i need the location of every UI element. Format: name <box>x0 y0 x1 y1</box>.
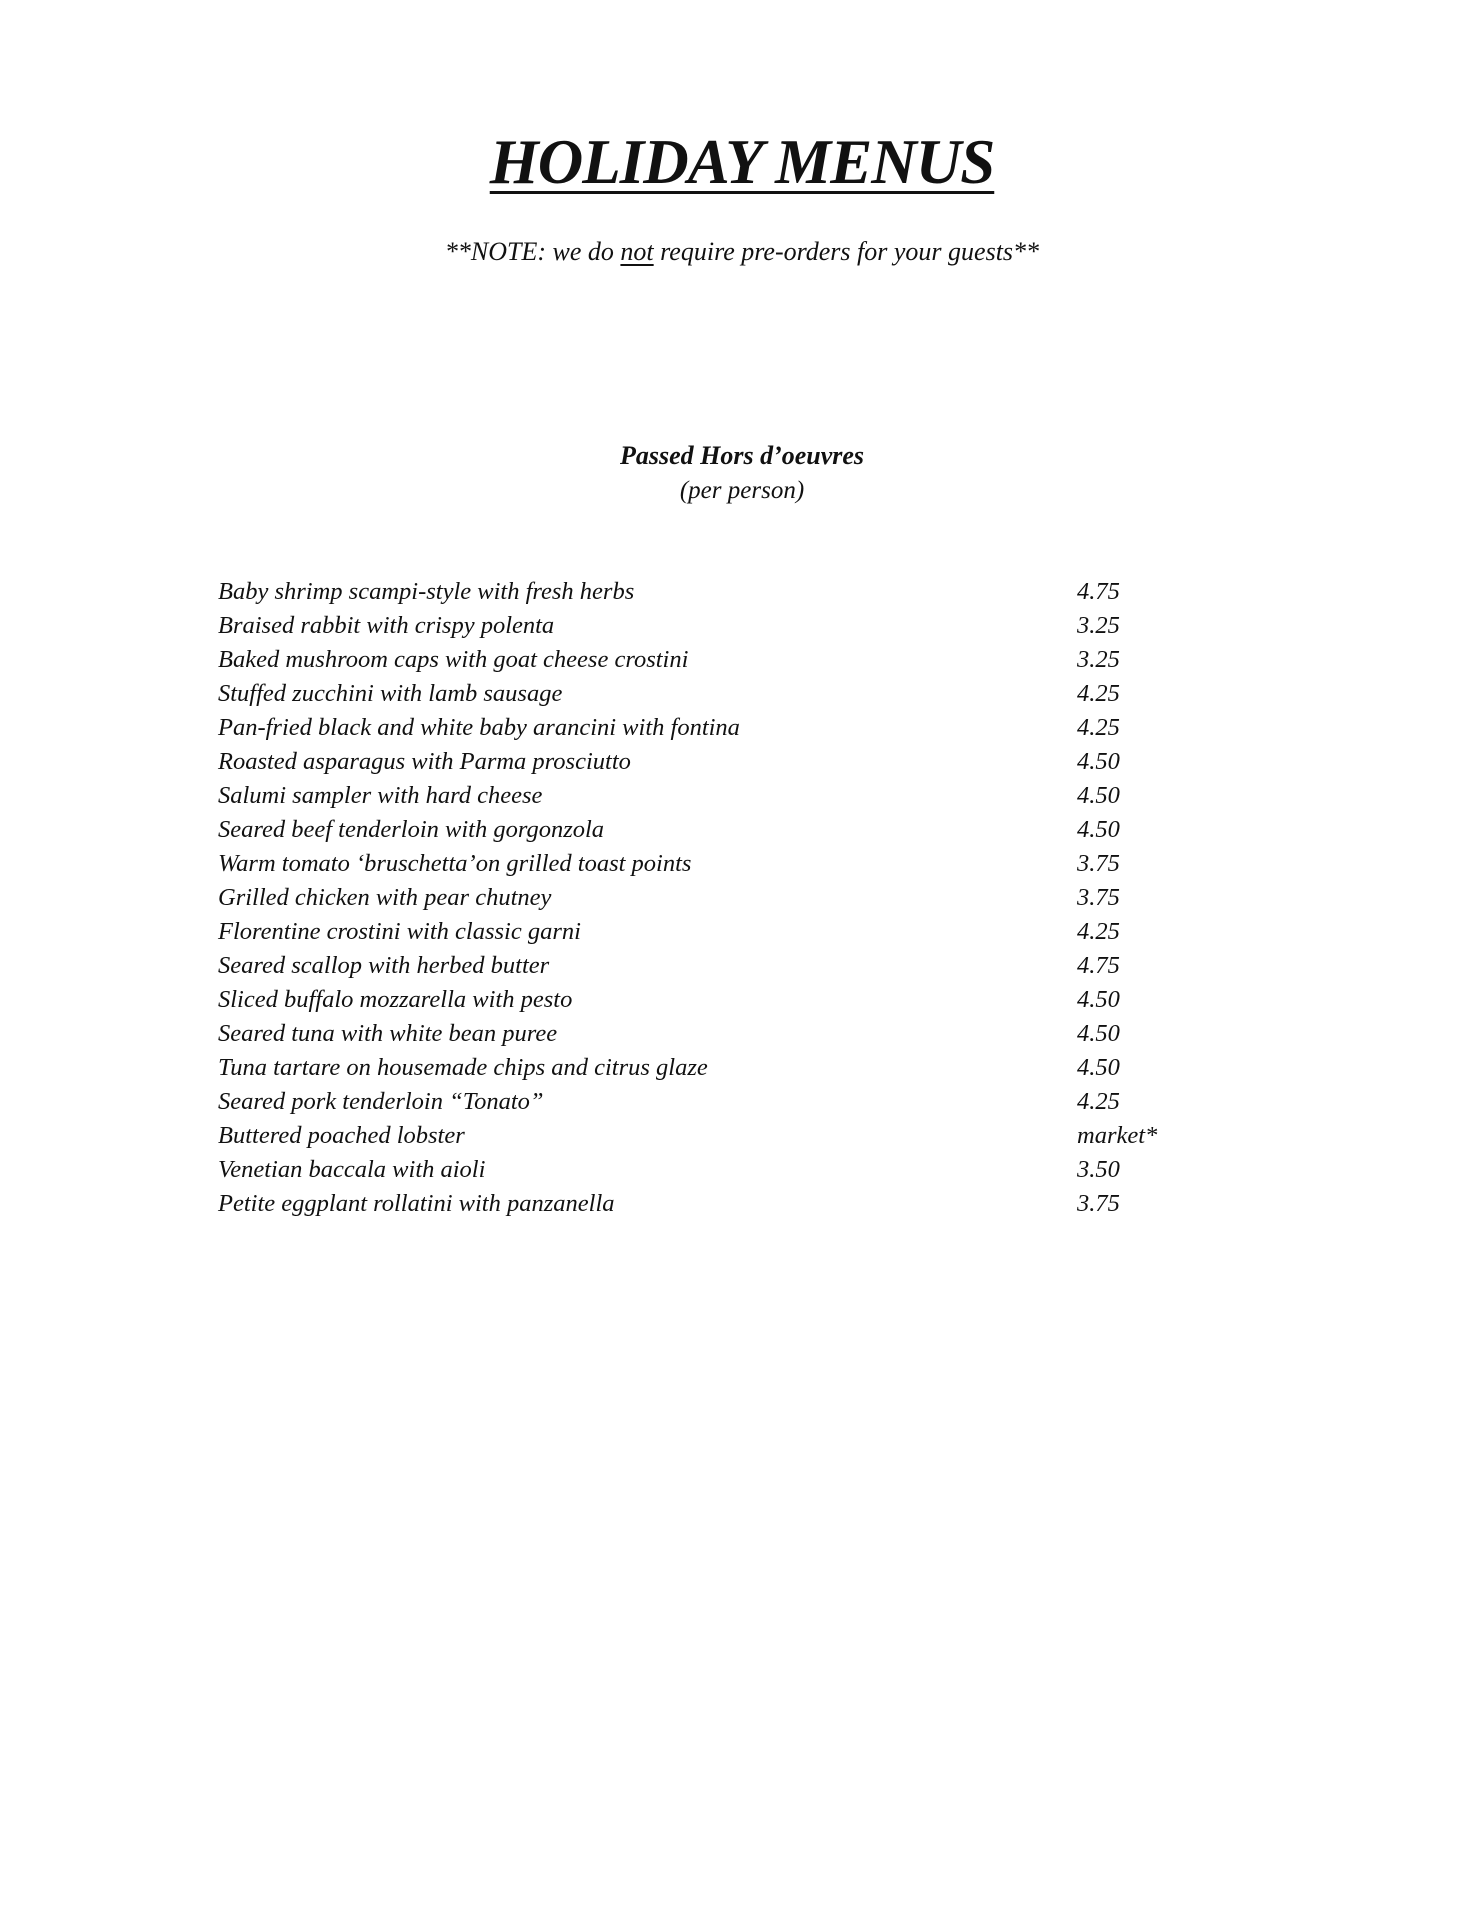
page-title: HOLIDAY MENUS <box>489 127 995 197</box>
menu-item-price: 4.25 <box>1077 918 1120 945</box>
menu-item-name: Grilled chicken with pear chutney <box>218 884 552 911</box>
menu-item-name: Tuna tartare on housemade chips and citrus glaze <box>218 1054 708 1081</box>
menu-item-name: Seared pork tenderloin “Tonato” <box>218 1088 544 1115</box>
menu-item-price: 4.50 <box>1077 782 1120 809</box>
menu-item-name: Seared scallop with herbed butter <box>218 952 550 979</box>
menu-item-price: 3.75 <box>1077 1190 1120 1217</box>
menu-item <box>218 745 1218 779</box>
menu-item-price: 3.25 <box>1077 646 1120 673</box>
menu-item-name: Braised rabbit with crispy polenta <box>218 612 555 639</box>
menu-item-name: Venetian baccala with aioli <box>218 1156 486 1183</box>
menu-item-name: Stuffed zucchini with lamb sausage <box>218 680 563 707</box>
menu-item-name: Baby shrimp scampi-style with fresh herbs <box>218 578 635 605</box>
menu-item-price: 4.25 <box>1077 714 1120 741</box>
menu-item <box>218 949 1218 983</box>
menu-item <box>218 983 1218 1017</box>
menu-item-name: Seared beef tenderloin with gorgonzola <box>218 816 605 843</box>
menu-item-price: 4.50 <box>1077 816 1120 843</box>
menu-item-price: 4.50 <box>1077 1020 1120 1047</box>
menu-item-name: Baked mushroom caps with goat cheese crostini <box>218 646 689 673</box>
note-text-before: **NOTE: we do <box>444 237 621 266</box>
menu-item-price: 4.75 <box>1077 578 1120 605</box>
menu-item <box>218 915 1218 949</box>
menu-item <box>218 711 1218 745</box>
menu-item <box>218 1085 1218 1119</box>
menu-item-name: Warm tomato ‘bruschetta’on grilled toast points <box>218 850 692 877</box>
menu-item-name: Sliced buffalo mozzarella with pesto <box>218 986 573 1013</box>
menu-item-name: Seared tuna with white bean puree <box>218 1020 558 1047</box>
menu-item <box>218 609 1218 643</box>
menu-item <box>218 1051 1218 1085</box>
menu-item <box>218 779 1218 813</box>
menu-item-name: Salumi sampler with hard cheese <box>218 782 543 809</box>
menu-item-name: Petite eggplant rollatini with panzanella <box>218 1190 615 1217</box>
menu-item <box>218 813 1218 847</box>
menu-item-price: 4.50 <box>1077 748 1120 775</box>
menu-item <box>218 643 1218 677</box>
menu-item <box>218 1187 1218 1221</box>
note-emphasis: not <box>620 237 654 266</box>
menu-item-price: 4.50 <box>1077 1054 1120 1081</box>
menu-item <box>218 1017 1218 1051</box>
note-text-after: require pre-orders for your guests** <box>653 237 1040 266</box>
section-subtitle: (per person) <box>679 477 805 504</box>
menu-item <box>218 1119 1218 1153</box>
menu-item-list <box>218 575 1218 1221</box>
menu-item-price: market* <box>1077 1122 1158 1149</box>
menu-item-price: 4.75 <box>1077 952 1120 979</box>
menu-item-name: Roasted asparagus with Parma prosciutto <box>218 748 631 775</box>
menu-item-price: 3.50 <box>1077 1156 1120 1183</box>
menu-item-price: 4.25 <box>1077 1088 1120 1115</box>
menu-item-price: 4.25 <box>1077 680 1120 707</box>
section-title: Passed Hors d’oeuvres <box>619 441 865 470</box>
menu-item-name: Florentine crostini with classic garni <box>218 918 581 945</box>
menu-item-price: 4.50 <box>1077 986 1120 1013</box>
menu-item <box>218 1153 1218 1187</box>
pre-order-note <box>0 236 1484 267</box>
menu-item-name: Pan-fried black and white baby arancini with fontina <box>218 714 740 741</box>
menu-item-price: 3.75 <box>1077 884 1120 911</box>
menu-item <box>218 881 1218 915</box>
menu-item-name: Buttered poached lobster <box>218 1122 465 1149</box>
menu-item <box>218 575 1218 609</box>
menu-item <box>218 677 1218 711</box>
menu-item-price: 3.25 <box>1077 612 1120 639</box>
menu-item <box>218 847 1218 881</box>
menu-item-price: 3.75 <box>1077 850 1120 877</box>
